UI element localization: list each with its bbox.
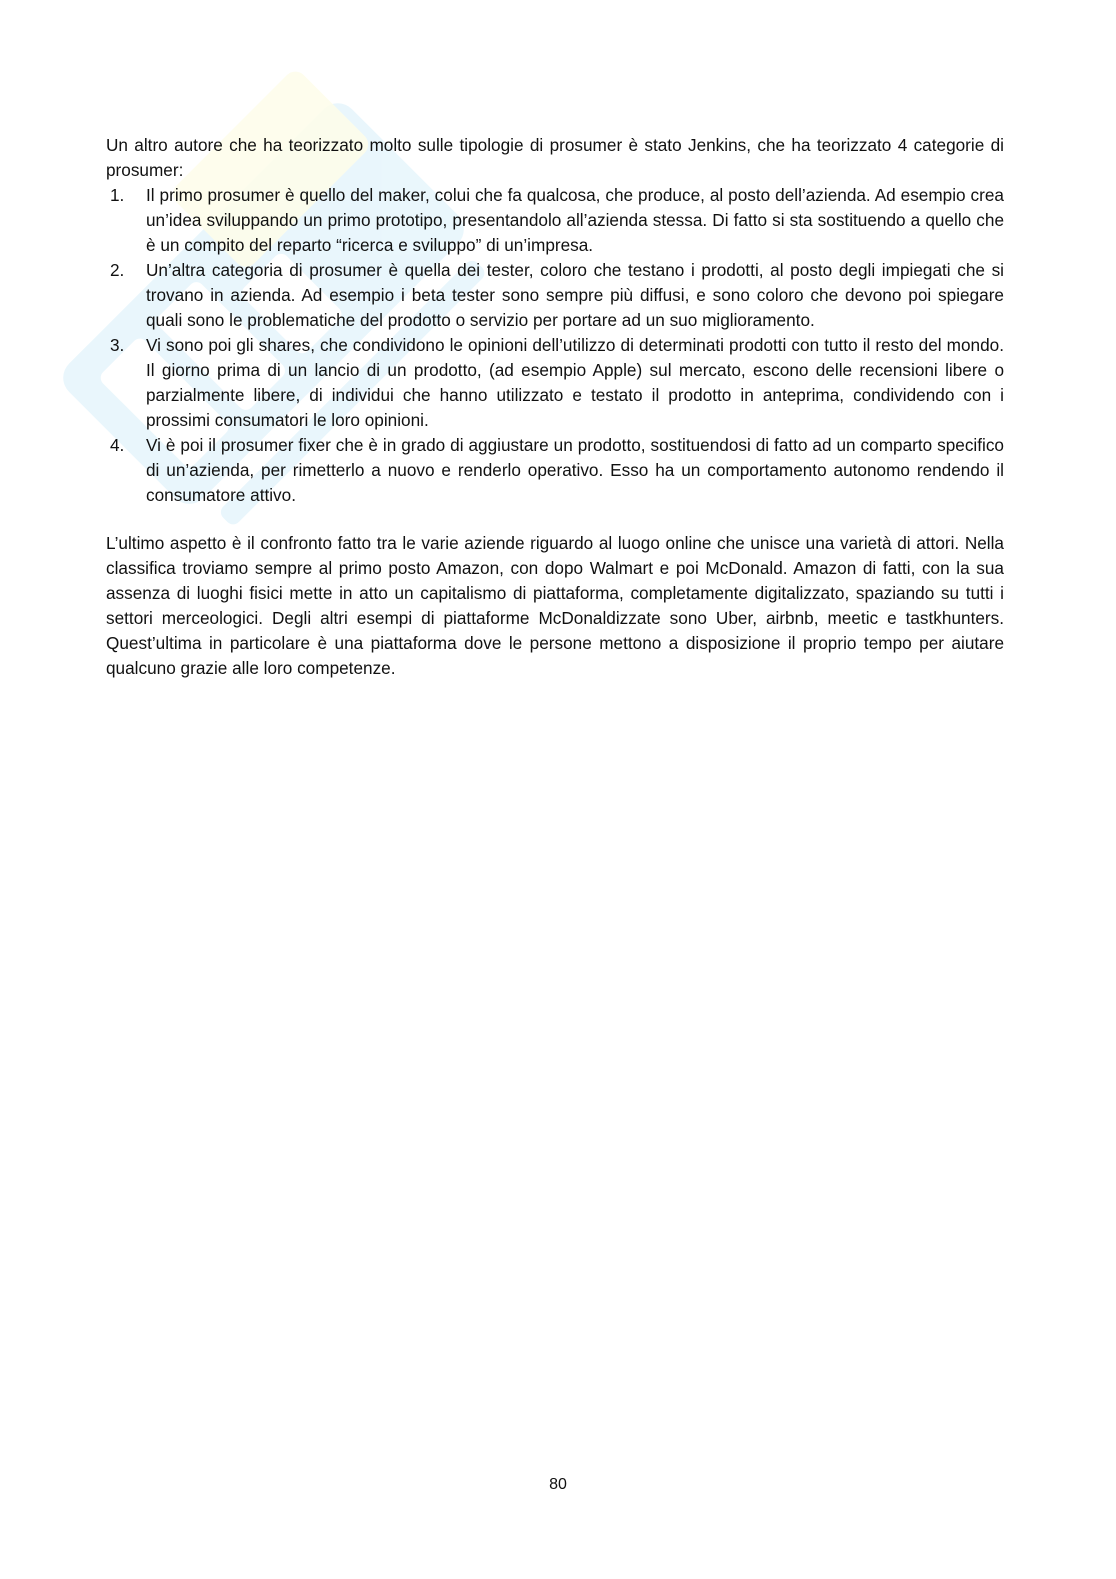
prosumer-list: [106, 183, 1004, 508]
list-item: [106, 333, 1004, 433]
list-item-number: 3.: [110, 335, 125, 355]
page-number: 80: [549, 1476, 567, 1493]
page-content: [106, 133, 1004, 681]
list-item-number: 1.: [110, 185, 125, 205]
list-item-text: Vi è poi il prosumer fixer che è in grado di aggiustare un prodotto, sostituendosi di fatto ad un comparto specifico di un’azienda, per rimetterlo a nuovo e renderlo operativo. Esso ha un comportamento autonomo rendendo il consumatore attivo.: [146, 435, 1004, 505]
intro-paragraph: Un altro autore che ha teorizzato molto sulle tipologie di prosumer è stato Jenkins, che ha teorizzato 4 categorie di prosumer:: [106, 135, 1004, 180]
list-item-number: 4.: [110, 435, 125, 455]
list-item-text: Un’altra categoria di prosumer è quella dei tester, coloro che testano i prodotti, al posto degli impiegati che si trovano in azienda. Ad esempio i beta tester sono sempre più diffusi, e sono coloro che devono poi spiegare quali sono le problematiche del prodotto o servizio per portare ad un suo miglioramento.: [146, 260, 1004, 330]
list-item-number: 2.: [110, 260, 125, 280]
list-item-text: Il primo prosumer è quello del maker, colui che fa qualcosa, che produce, al posto dell’azienda. Ad esempio crea un’idea sviluppando un primo prototipo, presentandolo all’azienda stessa. Di fatto si sta sostituendo a quello che è un compito del reparto “ricerca e sviluppo” di un’impresa.: [146, 185, 1004, 255]
closing-paragraph: L’ultimo aspetto è il confronto fatto tra le varie aziende riguardo al luogo online che unisce una varietà di attori. Nella classifica troviamo sempre al primo posto Amazon, con dopo Walmart e poi McDonald. Amazon di fatti, con la sua assenza di luoghi fisici mette in atto un capitalismo di piattaforma, completamente digitalizzato, spaziando su tutti i settori merceologici. Degli altri esempi di piattaforme McDonaldizzate sono Uber, airbnb, meetic e tastkhunters. Quest’ultima in particolare è una piattaforma dove le persone mettono a disposizione il proprio tempo per aiutare qualcuno grazie alle loro competenze.: [106, 533, 1004, 678]
list-item: [106, 183, 1004, 258]
list-item-text: Vi sono poi gli shares, che condividono le opinioni dell’utilizzo di determinati prodotti con tutto il resto del mondo. Il giorno prima di un lancio di un prodotto, (ad esempio Apple) sul mercato, escono delle recensioni libere o parzialmente libere, di individui che hanno utilizzato e testato il prodotto in anteprima, condividendo con i prossimi consumatori le loro opinioni.: [146, 335, 1004, 430]
list-item: [106, 258, 1004, 333]
list-item: [106, 433, 1004, 508]
